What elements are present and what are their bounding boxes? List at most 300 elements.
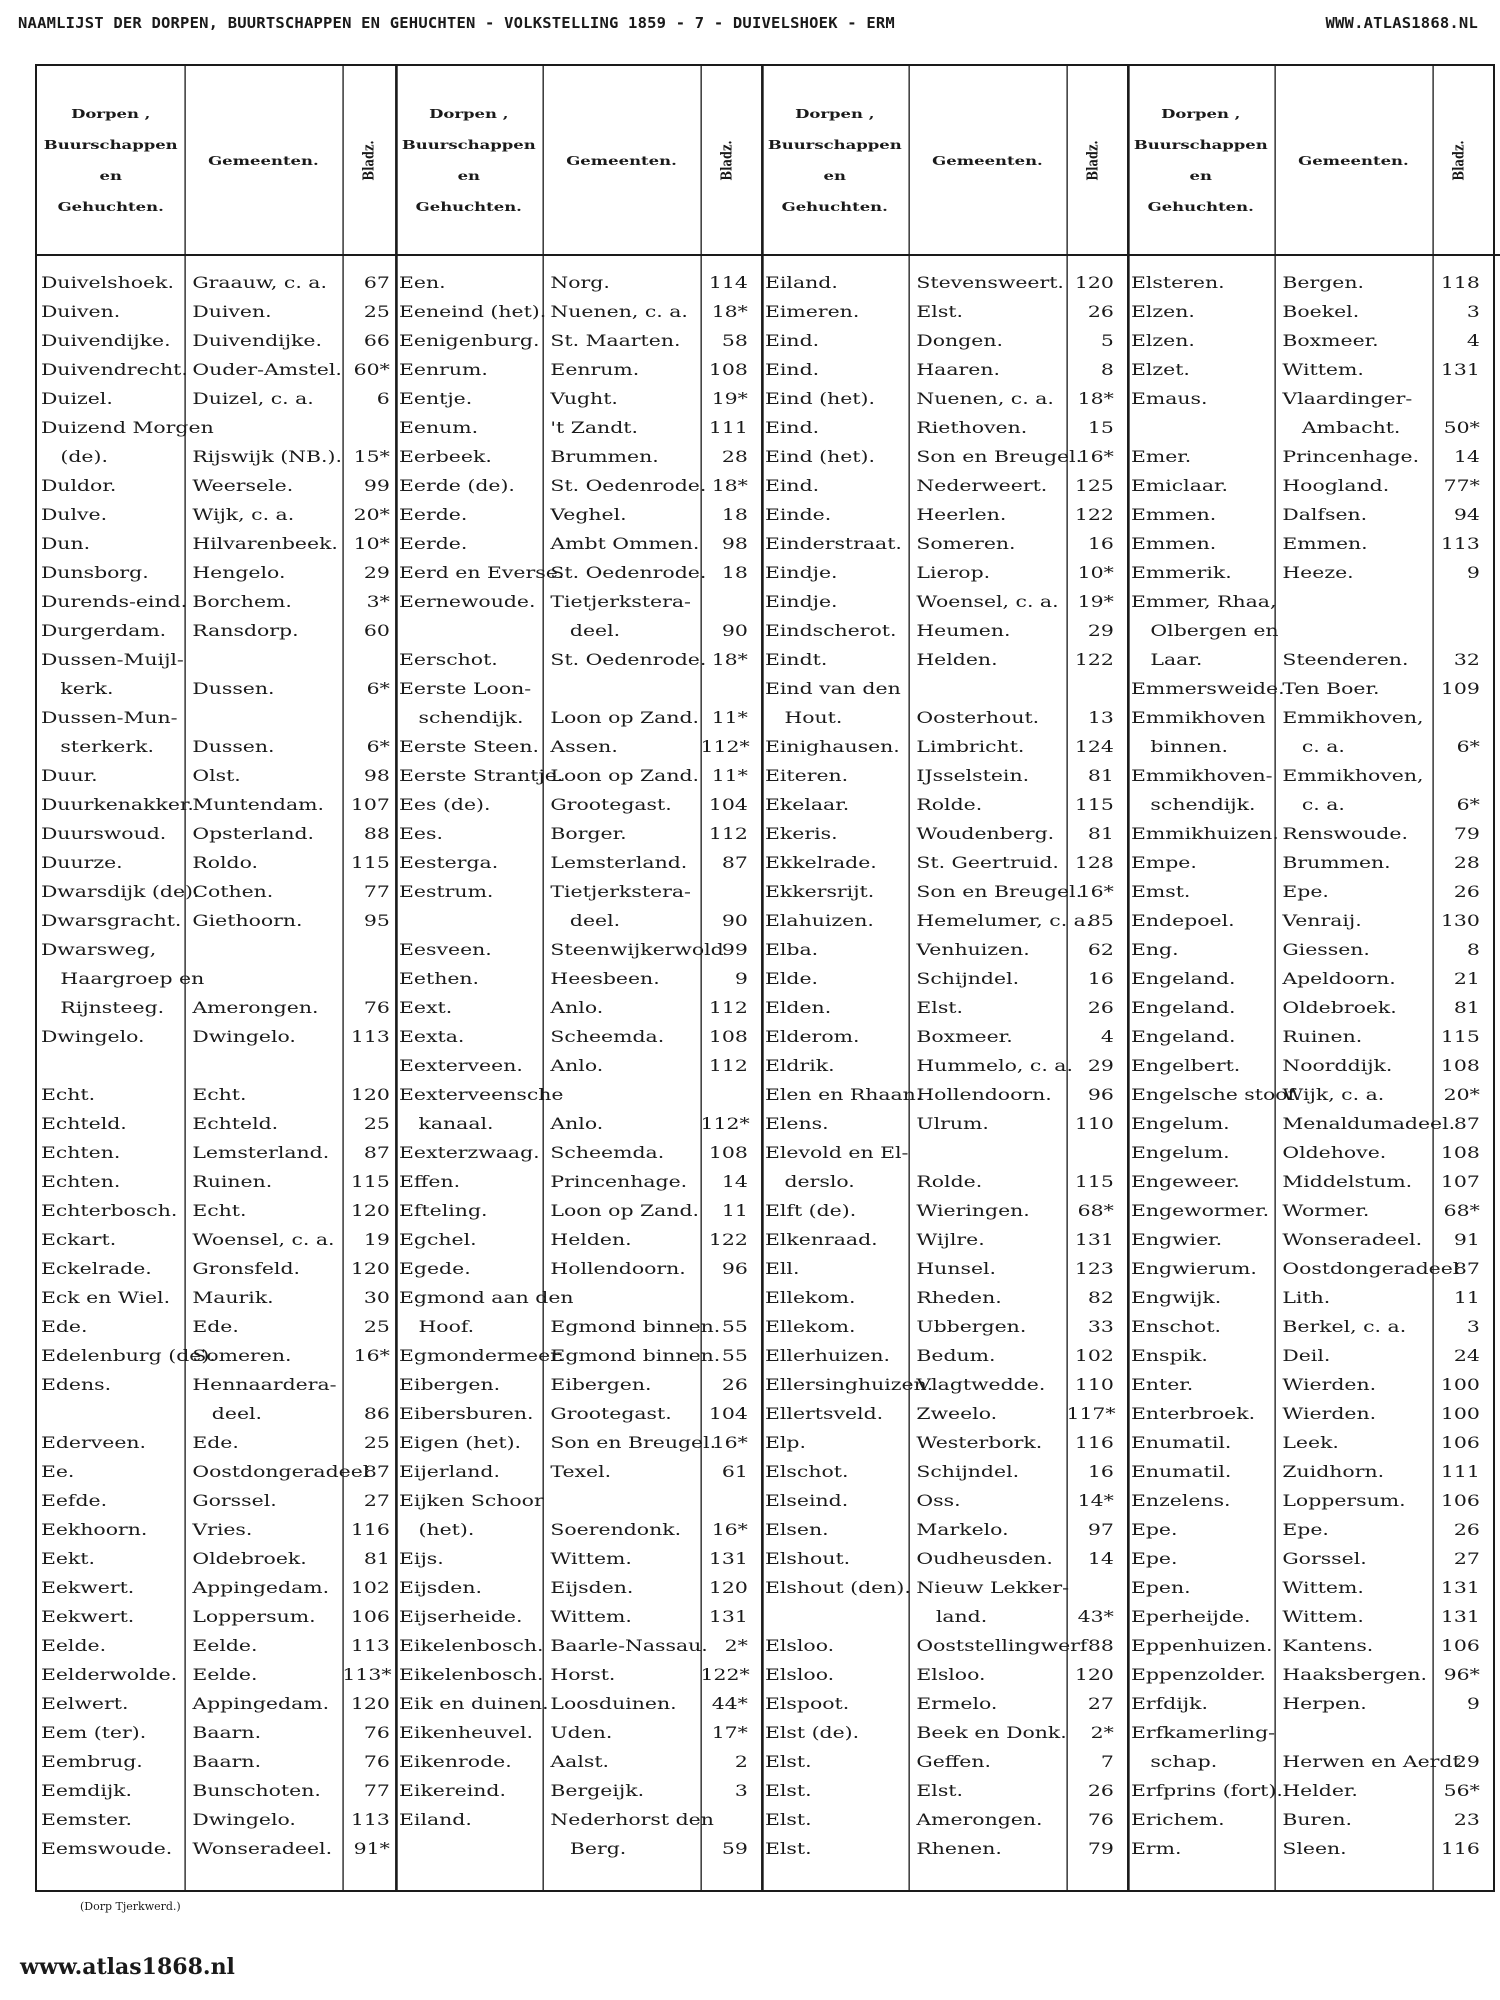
table-row [1127,762,1493,790]
place-name: Emmikhoven- [1130,767,1273,785]
page-number: 16* [711,1521,748,1539]
header-place-line: Gehuchten. [57,199,164,214]
municipality-name: Loon op Zand. [550,709,700,727]
place-name: Engelum. [1130,1115,1230,1133]
municipality-name: Brummen. [1282,854,1391,872]
municipality-name: Stevensweert. [916,274,1064,292]
table-row [1127,269,1493,297]
page-number: 125 [1074,477,1114,495]
table-row [1127,1661,1493,1689]
place-name: Elst. [765,1811,812,1829]
municipality-name: Nuenen, c. a. [916,390,1054,408]
municipality-name: Haaksbergen. [1282,1666,1427,1684]
place-name: Eerste Strantje. [399,767,564,785]
place-name: Elevold en El- [765,1144,909,1162]
table-row [395,269,761,297]
place-name: Eindscherot. [765,622,897,640]
municipality-name: Dussen. [192,680,275,698]
page-number: 19 [363,1231,390,1249]
place-name: Eeneind (het). [399,303,547,321]
municipality-name: Son en Breugel. [550,1434,717,1452]
header-page-label: Bladz. [358,139,378,181]
place-name: Ekkersrijt. [765,883,875,901]
place-name: Ekkelrade. [765,854,877,872]
table-row [761,1748,1127,1776]
page-number: 23 [1453,1811,1480,1829]
table-row [761,385,1127,413]
header-place-line: Dorpen , [795,106,875,121]
table-row [761,1719,1127,1747]
place-name: Elp. [765,1434,806,1452]
page-number: 97 [1087,1521,1114,1539]
table-row [395,1487,761,1515]
place-name: Eenrum. [399,361,488,379]
municipality-name: Menaldumadeel. [1282,1115,1456,1133]
page-number: 59 [721,1840,748,1858]
table-row [37,1458,403,1486]
place-name: Effen. [399,1173,461,1191]
municipality-name: Berkel, c. a. [1282,1318,1407,1336]
footnote: (Dorp Tjerkwerd.) [80,1900,181,1913]
municipality-name: Herwen en Aerdt [1282,1753,1461,1771]
table-row [395,849,761,877]
municipality-name: St. Maarten. [550,332,681,350]
place-name: Engelbert. [1130,1057,1241,1075]
page-number: 77 [363,883,390,901]
place-name: Elsen. [765,1521,829,1539]
header-place-line: en [823,168,846,183]
page-number: 58 [721,332,748,350]
municipality-name: Soerendonk. [550,1521,682,1539]
page-number: 106 [1440,1434,1480,1452]
table-row [1127,1574,1493,1602]
municipality-name: Helder. [1282,1782,1358,1800]
page-number: 11 [1453,1289,1480,1307]
page-number: 24 [1453,1347,1480,1365]
table-row [761,1052,1127,1080]
municipality-name: Borchem. [192,593,292,611]
place-name: Eem (ter). [40,1724,147,1742]
place-name: Eikelenbosch. [399,1637,544,1655]
place-name: Elsteren. [1130,274,1225,292]
table-row [395,965,761,993]
place-name: Eindt. [765,651,828,669]
municipality-name: Vries. [192,1521,253,1539]
page-number: 26 [1453,883,1480,901]
municipality-name: Steenderen. [1282,651,1409,669]
municipality-name: Vught. [550,390,618,408]
place-name: Eestrum. [399,883,494,901]
place-name: Elsloo. [765,1637,835,1655]
place-name: Eenum. [399,419,479,437]
municipality-name: Lierop. [916,564,991,582]
place-name: Eijserheide. [399,1608,523,1626]
municipality-name: Rheden. [916,1289,1002,1307]
place-name: Engewormer. [1130,1202,1270,1220]
place-name: Eentje. [399,390,473,408]
page-number: 106 [350,1608,390,1626]
municipality-name: Eijsden. [550,1579,634,1597]
page-number: 115 [350,1173,390,1191]
place-name: Endepoel. [1130,912,1235,930]
table-row [37,965,403,993]
page-number: 130 [1440,912,1480,930]
municipality-name: Texel. [550,1463,612,1481]
table-row [37,1342,403,1370]
place-name: Emmen. [1130,535,1217,553]
page-number: 17* [711,1724,748,1742]
page-number: 87 [363,1463,390,1481]
table-row [37,501,403,529]
page-number: 50* [1443,419,1480,437]
place-name: Dussen-Mun- [40,709,178,727]
table-row [37,298,403,326]
municipality-name: Lith. [1282,1289,1331,1307]
municipality-name: Amerongen. [192,999,319,1017]
page-number: 3 [1466,303,1480,321]
place-name: schendijk. [399,709,524,727]
municipality-name: Ooststellingwerf [916,1637,1088,1655]
place-name: Eelwert. [40,1695,129,1713]
page-number: 91* [353,1840,390,1858]
municipality-name: Geffen. [916,1753,991,1771]
place-name: Elst. [765,1782,812,1800]
page-number: 120 [350,1202,390,1220]
table-row [1127,1081,1493,1109]
place-name: Eind. [765,419,820,437]
place-name: Eerste Steen. [399,738,539,756]
table-row [395,1516,761,1544]
municipality-name: St. Oedenrode. [550,477,707,495]
place-name: Dwarsgracht. [40,912,182,930]
place-name: Eerde (de). [399,477,515,495]
table-row [37,1313,403,1341]
page-number: 76 [363,999,390,1017]
place-name: Ellekom. [765,1318,856,1336]
place-name: Egmondermeer. [399,1347,565,1365]
page-number: 102 [350,1579,390,1597]
table-row [37,443,403,471]
place-name: Eik en duinen. [399,1695,549,1713]
table-row [395,1632,761,1660]
place-name: Eerschot. [399,651,498,669]
place-name: Elderom. [765,1028,860,1046]
table-row [1127,1371,1493,1399]
municipality-name: Wijk, c. a. [192,506,295,524]
table-row [761,559,1127,587]
municipality-name: Leek. [1282,1434,1339,1452]
municipality-name: Rolde. [916,1173,983,1191]
page-number: 29 [1453,1753,1480,1771]
municipality-name: Aalst. [550,1753,610,1771]
place-name: Egchel. [399,1231,477,1249]
municipality-name: Ouder-Amstel. [192,361,342,379]
page-number: 2 [734,1753,748,1771]
page-number: 113 [350,1811,390,1829]
page-number: 131 [708,1550,748,1568]
page-number: 120 [1074,274,1114,292]
place-name: Eekwert. [40,1608,135,1626]
table-row [395,1400,761,1428]
page-number: 114 [708,274,748,292]
municipality-name: Oldehove. [1282,1144,1387,1162]
table-row [37,733,403,761]
municipality-name: Wierden. [1282,1405,1377,1423]
table-row [37,1516,403,1544]
table-row [761,530,1127,558]
page-number: 29 [1087,1057,1114,1075]
table-row [37,1052,403,1080]
municipality-name: Schijndel. [916,970,1020,988]
table-row [1127,849,1493,877]
page-number: 112* [700,1115,750,1133]
header-place-line: Buurschappen [1133,137,1268,152]
place-name: Eijerland. [399,1463,501,1481]
place-name: Erfdijk. [1130,1695,1208,1713]
place-name: Duizel. [40,390,113,408]
table-row [37,1371,403,1399]
table-row [761,994,1127,1022]
page-number: 67 [363,274,390,292]
page-number: 33 [1087,1318,1114,1336]
table-row [1127,385,1493,413]
page-number: 98 [721,535,748,553]
municipality-name: Muntendam. [192,796,325,814]
municipality-name: Wittem. [1282,1608,1364,1626]
place-name: Duivendijke. [40,332,171,350]
page-number: 131 [708,1608,748,1626]
municipality-name: Markelo. [916,1521,1009,1539]
header-title: NAAMLIJST DER DORPEN, BUURTSCHAPPEN EN GEHUCHTEN - VOLKSTELLING 1859 - 7 - DUIVELSHOEK - ERM [18,14,895,32]
place-name: Eembrug. [40,1753,143,1771]
table-row [761,878,1127,906]
place-name: Ekeris. [765,825,838,843]
place-name: schendijk. [1130,796,1256,814]
header-municipality: Gemeenten. [208,152,319,168]
place-name: Eimeren. [765,303,860,321]
place-name: Elshout (den). [765,1579,911,1597]
table-row [395,530,761,558]
place-name: Eng. [1130,941,1179,959]
page-number: 29 [363,564,390,582]
place-name: Emaus. [1130,390,1208,408]
municipality-name: Egmond binnen. [550,1318,721,1336]
page-number: 14 [1453,448,1480,466]
municipality-name: Anlo. [550,999,604,1017]
municipality-name: Grootegast. [550,1405,672,1423]
header-page [1432,66,1485,254]
municipality-name: Epe. [1282,1521,1329,1539]
page-number: 104 [708,796,748,814]
table-row [1127,501,1493,529]
page-number: 131 [1440,361,1480,379]
table-row [761,1690,1127,1718]
page-number: 124 [1074,738,1114,756]
table-row [395,472,761,500]
municipality-name: Hilvarenbeek. [192,535,338,553]
table-row [761,675,1127,703]
place-name: Elsloo. [765,1666,835,1684]
place-name: Engeweer. [1130,1173,1240,1191]
municipality-name: Graauw, c. a. [192,274,327,292]
table-row [37,1835,403,1863]
municipality-name: IJsselstein. [916,767,1030,785]
municipality-name: Bergen. [1282,274,1364,292]
place-name: Echterbosch. [40,1202,178,1220]
page-number: 81 [1087,767,1114,785]
table-row [37,1806,403,1834]
municipality-name: Heerlen. [916,506,1007,524]
municipality-name: Zuidhorn. [1282,1463,1385,1481]
register-table [35,64,1495,1892]
place-name: Elzen. [1130,303,1195,321]
place-name: Eijken Schoor [399,1492,544,1510]
place-name: Elen en Rhaan. [765,1086,923,1104]
page-number: 27 [363,1492,390,1510]
municipality-name: Nederhorst den [550,1811,714,1829]
municipality-name: Hengelo. [192,564,286,582]
municipality-name: Wittem. [550,1550,632,1568]
place-name: Eemster. [40,1811,133,1829]
municipality-name: Son en Breugel. [916,448,1083,466]
page-number: 122 [1074,651,1114,669]
page-number: 29 [1087,622,1114,640]
page-number: 18 [721,564,748,582]
page-number: 25 [363,1434,390,1452]
header-place-line: Buurschappen [767,137,902,152]
table-row [37,1719,403,1747]
table-row [1127,1313,1493,1341]
page-number: 108 [1440,1057,1480,1075]
table-row [761,1806,1127,1834]
table-row [37,1661,403,1689]
table-row [37,1632,403,1660]
municipality-name: Wieringen. [916,1202,1030,1220]
place-name: Eexterzwaag. [399,1144,540,1162]
page-number: 16 [1087,1463,1114,1481]
header-place-line: Buurschappen [401,137,536,152]
municipality-name: Egmond binnen. [550,1347,721,1365]
table-row [395,414,761,442]
place-name: Ees. [399,825,443,843]
place-name: Ellersinghuizen. [765,1376,934,1394]
page-number: 108 [708,361,748,379]
table-row [761,1632,1127,1660]
municipality-name: Venraij. [1282,912,1362,930]
page-number: 2* [1090,1724,1114,1742]
page-number: 28 [1453,854,1480,872]
page-number: 66 [363,332,390,350]
table-row [761,1371,1127,1399]
place-name: Eckelrade. [40,1260,152,1278]
place-name: Einderstraat. [765,535,902,553]
page-number: 19* [711,390,748,408]
page-number: 6* [366,680,390,698]
place-name: Eikenheuvel. [399,1724,534,1742]
page-number: 3 [1466,1318,1480,1336]
place-name: Elst. [765,1753,812,1771]
table-row [761,588,1127,616]
table-row [395,733,761,761]
place-name: Erichem. [1130,1811,1225,1829]
table-row [37,1777,403,1805]
page-number: 100 [1440,1405,1480,1423]
page-number: 25 [363,303,390,321]
place-name: Rijnsteeg. [40,999,165,1017]
header-place [761,66,908,254]
page-number: 4 [1466,332,1480,350]
place-name: Eesterga. [399,854,499,872]
place-name: Elzet. [1130,361,1190,379]
place-name: Eijs. [399,1550,444,1568]
page-number: 131 [1074,1231,1114,1249]
municipality-name: Ede. [192,1318,239,1336]
municipality-name: Ermelo. [916,1695,998,1713]
table-row [395,1342,761,1370]
place-name: Elschot. [765,1463,849,1481]
table-row [395,675,761,703]
page-number: 112 [708,999,748,1017]
municipality-name: Borger. [550,825,627,843]
page-number: 113* [342,1666,392,1684]
municipality-name: Norg. [550,274,610,292]
place-name: Eernewoude. [399,593,536,611]
header-place [1127,66,1274,254]
table-row [395,1081,761,1109]
table-row [37,907,403,935]
table-row [761,414,1127,442]
header-place-line: Gehuchten. [781,199,888,214]
header-place [395,66,542,254]
place-name: Eerbeek. [399,448,492,466]
place-name: Ellertsveld. [765,1405,884,1423]
municipality-name: Princenhage. [550,1173,688,1191]
municipality-name: Ruinen. [192,1173,273,1191]
municipality-name: Baarn. [192,1724,262,1742]
place-name: Eekt. [40,1550,95,1568]
place-name: Enumatil. [1130,1434,1232,1452]
table-row [37,1400,403,1428]
table-row [37,1574,403,1602]
place-name: Elst. [765,1840,812,1858]
page-number: 112* [700,738,750,756]
municipality-name: Hennaardera- [192,1376,337,1394]
page-number: 26 [721,1376,748,1394]
header-place-line: Buurschappen [43,137,178,152]
table-row [395,559,761,587]
page-number: 86 [363,1405,390,1423]
place-name: Eerd en Everse. [399,564,565,582]
page-number: 76 [1087,1811,1114,1829]
page-number: 96 [1087,1086,1114,1104]
table-row [1127,704,1493,732]
page-number: 3* [366,593,390,611]
municipality-name: Duivendijke. [192,332,322,350]
page-number: 32 [1453,651,1480,669]
page-number: 115 [1074,796,1114,814]
municipality-name: Rhenen. [916,1840,1002,1858]
table-row [395,1545,761,1573]
place-name: Olbergen en [1130,622,1279,640]
table-row [395,588,761,616]
place-name: Enzelens. [1130,1492,1231,1510]
page-number: 118 [1440,274,1480,292]
table-row [761,269,1127,297]
page-number: 60 [363,622,390,640]
municipality-name: Opsterland. [192,825,315,843]
page-number: 14* [1077,1492,1114,1510]
table-row [1127,1110,1493,1138]
